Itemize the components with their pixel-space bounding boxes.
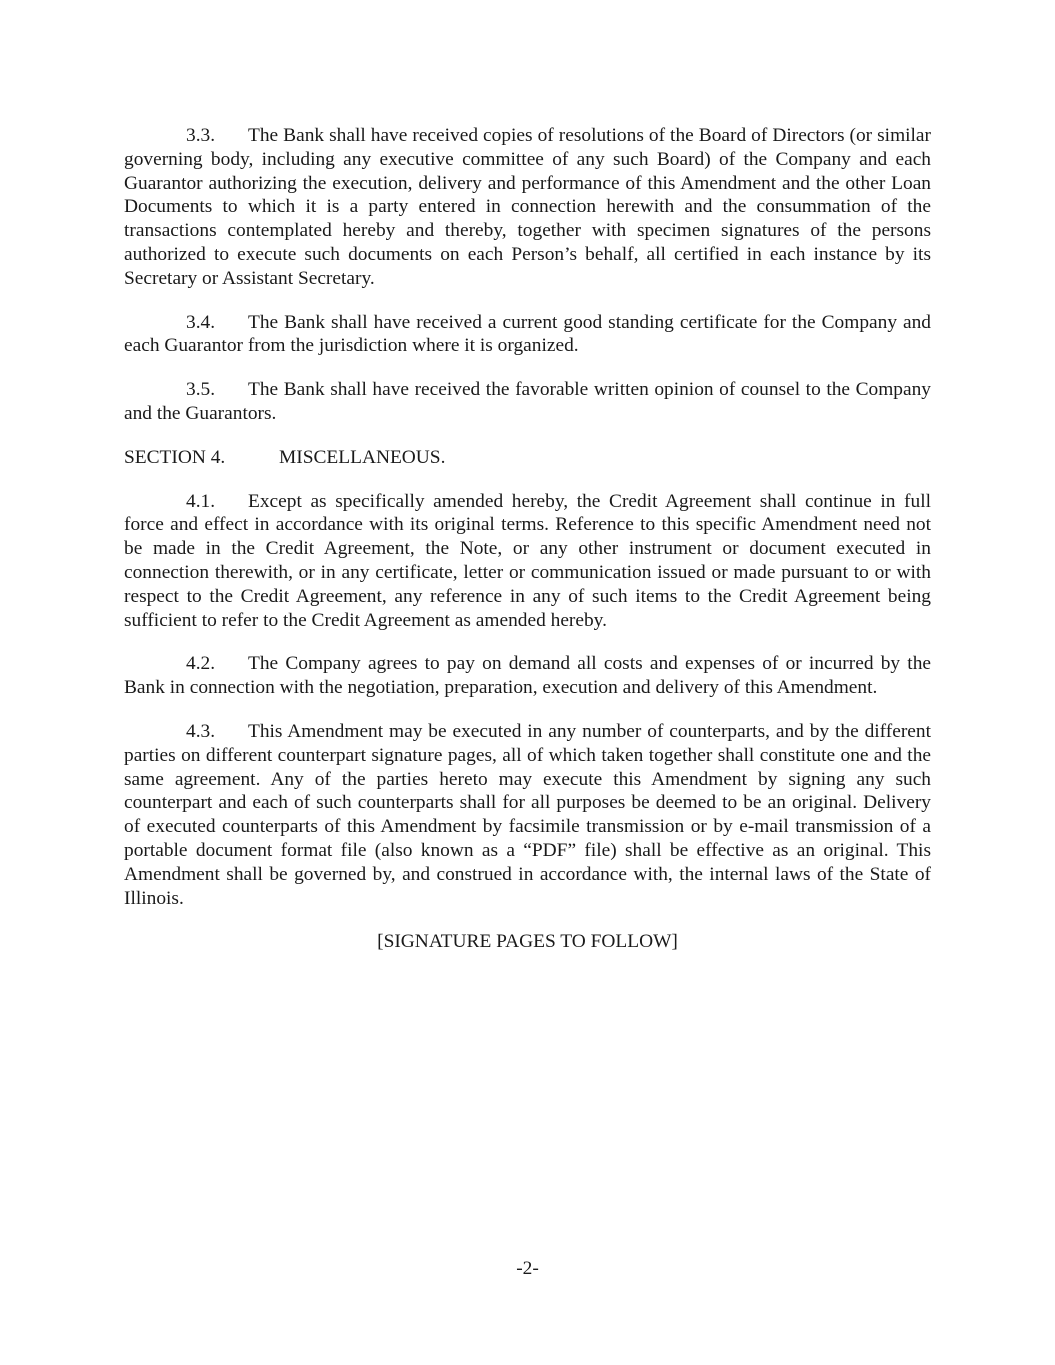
paragraph-number: 4.3. bbox=[186, 720, 216, 742]
paragraph-text: The Bank shall have received the favorable written opinion of counsel to the Company and the Guarantors. bbox=[124, 379, 931, 424]
paragraph-text: The Company agrees to pay on demand all costs and expenses of or incurred by the Bank in connection with the negotiation, preparation, execution and delivery of this Amendment. bbox=[124, 653, 931, 699]
paragraph-number: 3.4. bbox=[186, 311, 216, 333]
section-4-heading bbox=[124, 446, 931, 470]
document-page bbox=[124, 124, 931, 954]
paragraph-text: The Bank shall have received a current good standing certificate for the Company and each Guarantor from the jurisdiction where it is organized. bbox=[124, 311, 931, 357]
paragraph-text: This Amendment may be executed in any number of counterparts, and by the different parties on different counterpart signature pages, all of which taken together shall constitute one and the same agreement. Any of the parties hereto may execute this Amendment by signing any such counterpart and each of such counterparts shall for all purposes be deemed to be an original. Delivery of executed counterparts of this Amendment by facsimile transmission or by e-mail transmission of a portable document format file (also known as a “PDF” file) shall be effective as an original. This Amendment shall be governed by, and construed in accordance with, the internal laws of the State of Illinois. bbox=[124, 720, 931, 909]
paragraph-3-4 bbox=[124, 311, 931, 359]
paragraph-number: 4.2. bbox=[186, 653, 216, 675]
paragraph-3-3 bbox=[124, 124, 931, 291]
signature-pages-note: [SIGNATURE PAGES TO FOLLOW] bbox=[377, 931, 678, 953]
page-number: -2- bbox=[516, 1258, 539, 1279]
paragraph-4-3 bbox=[124, 720, 931, 910]
paragraph-3-5 bbox=[124, 378, 931, 426]
section-title: MISCELLANEOUS. bbox=[279, 446, 446, 468]
section-number: SECTION 4. bbox=[124, 446, 226, 468]
paragraph-4-2 bbox=[124, 652, 931, 700]
paragraph-number: 3.5. bbox=[186, 379, 216, 401]
paragraph-text: Except as specifically amended hereby, the Credit Agreement shall continue in full force and effect in accordance with its original terms. Reference to this specific Amendment need not be made in the Credit Agreement, the Note, or any other instrument or document executed in connection therewith, or in any certificate, letter or communication issued or made pursuant to or with respect to the Credit Agreement, any reference in any of such items to the Credit Agreement being sufficient to refer to the Credit Agreement as amended hereby. bbox=[124, 490, 931, 631]
paragraph-text: The Bank shall have received copies of resolutions of the Board of Directors (or similar governing body, including any executive committee of any such Board) of the Company and each Guarantor authorizing the execution, delivery and performance of this Amendment and the other Loan Documents to which it is a party entered in connection herewith and the consummation of the transactions contemplated hereby and thereby, together with specimen signatures of the persons authorized to execute such documents on each Person’s behalf, all certified in each instance by its Secretary or Assistant Secretary. bbox=[124, 125, 931, 289]
paragraph-number: 3.3. bbox=[186, 125, 216, 146]
paragraph-number: 4.1. bbox=[186, 490, 216, 512]
paragraph-4-1 bbox=[124, 490, 931, 633]
